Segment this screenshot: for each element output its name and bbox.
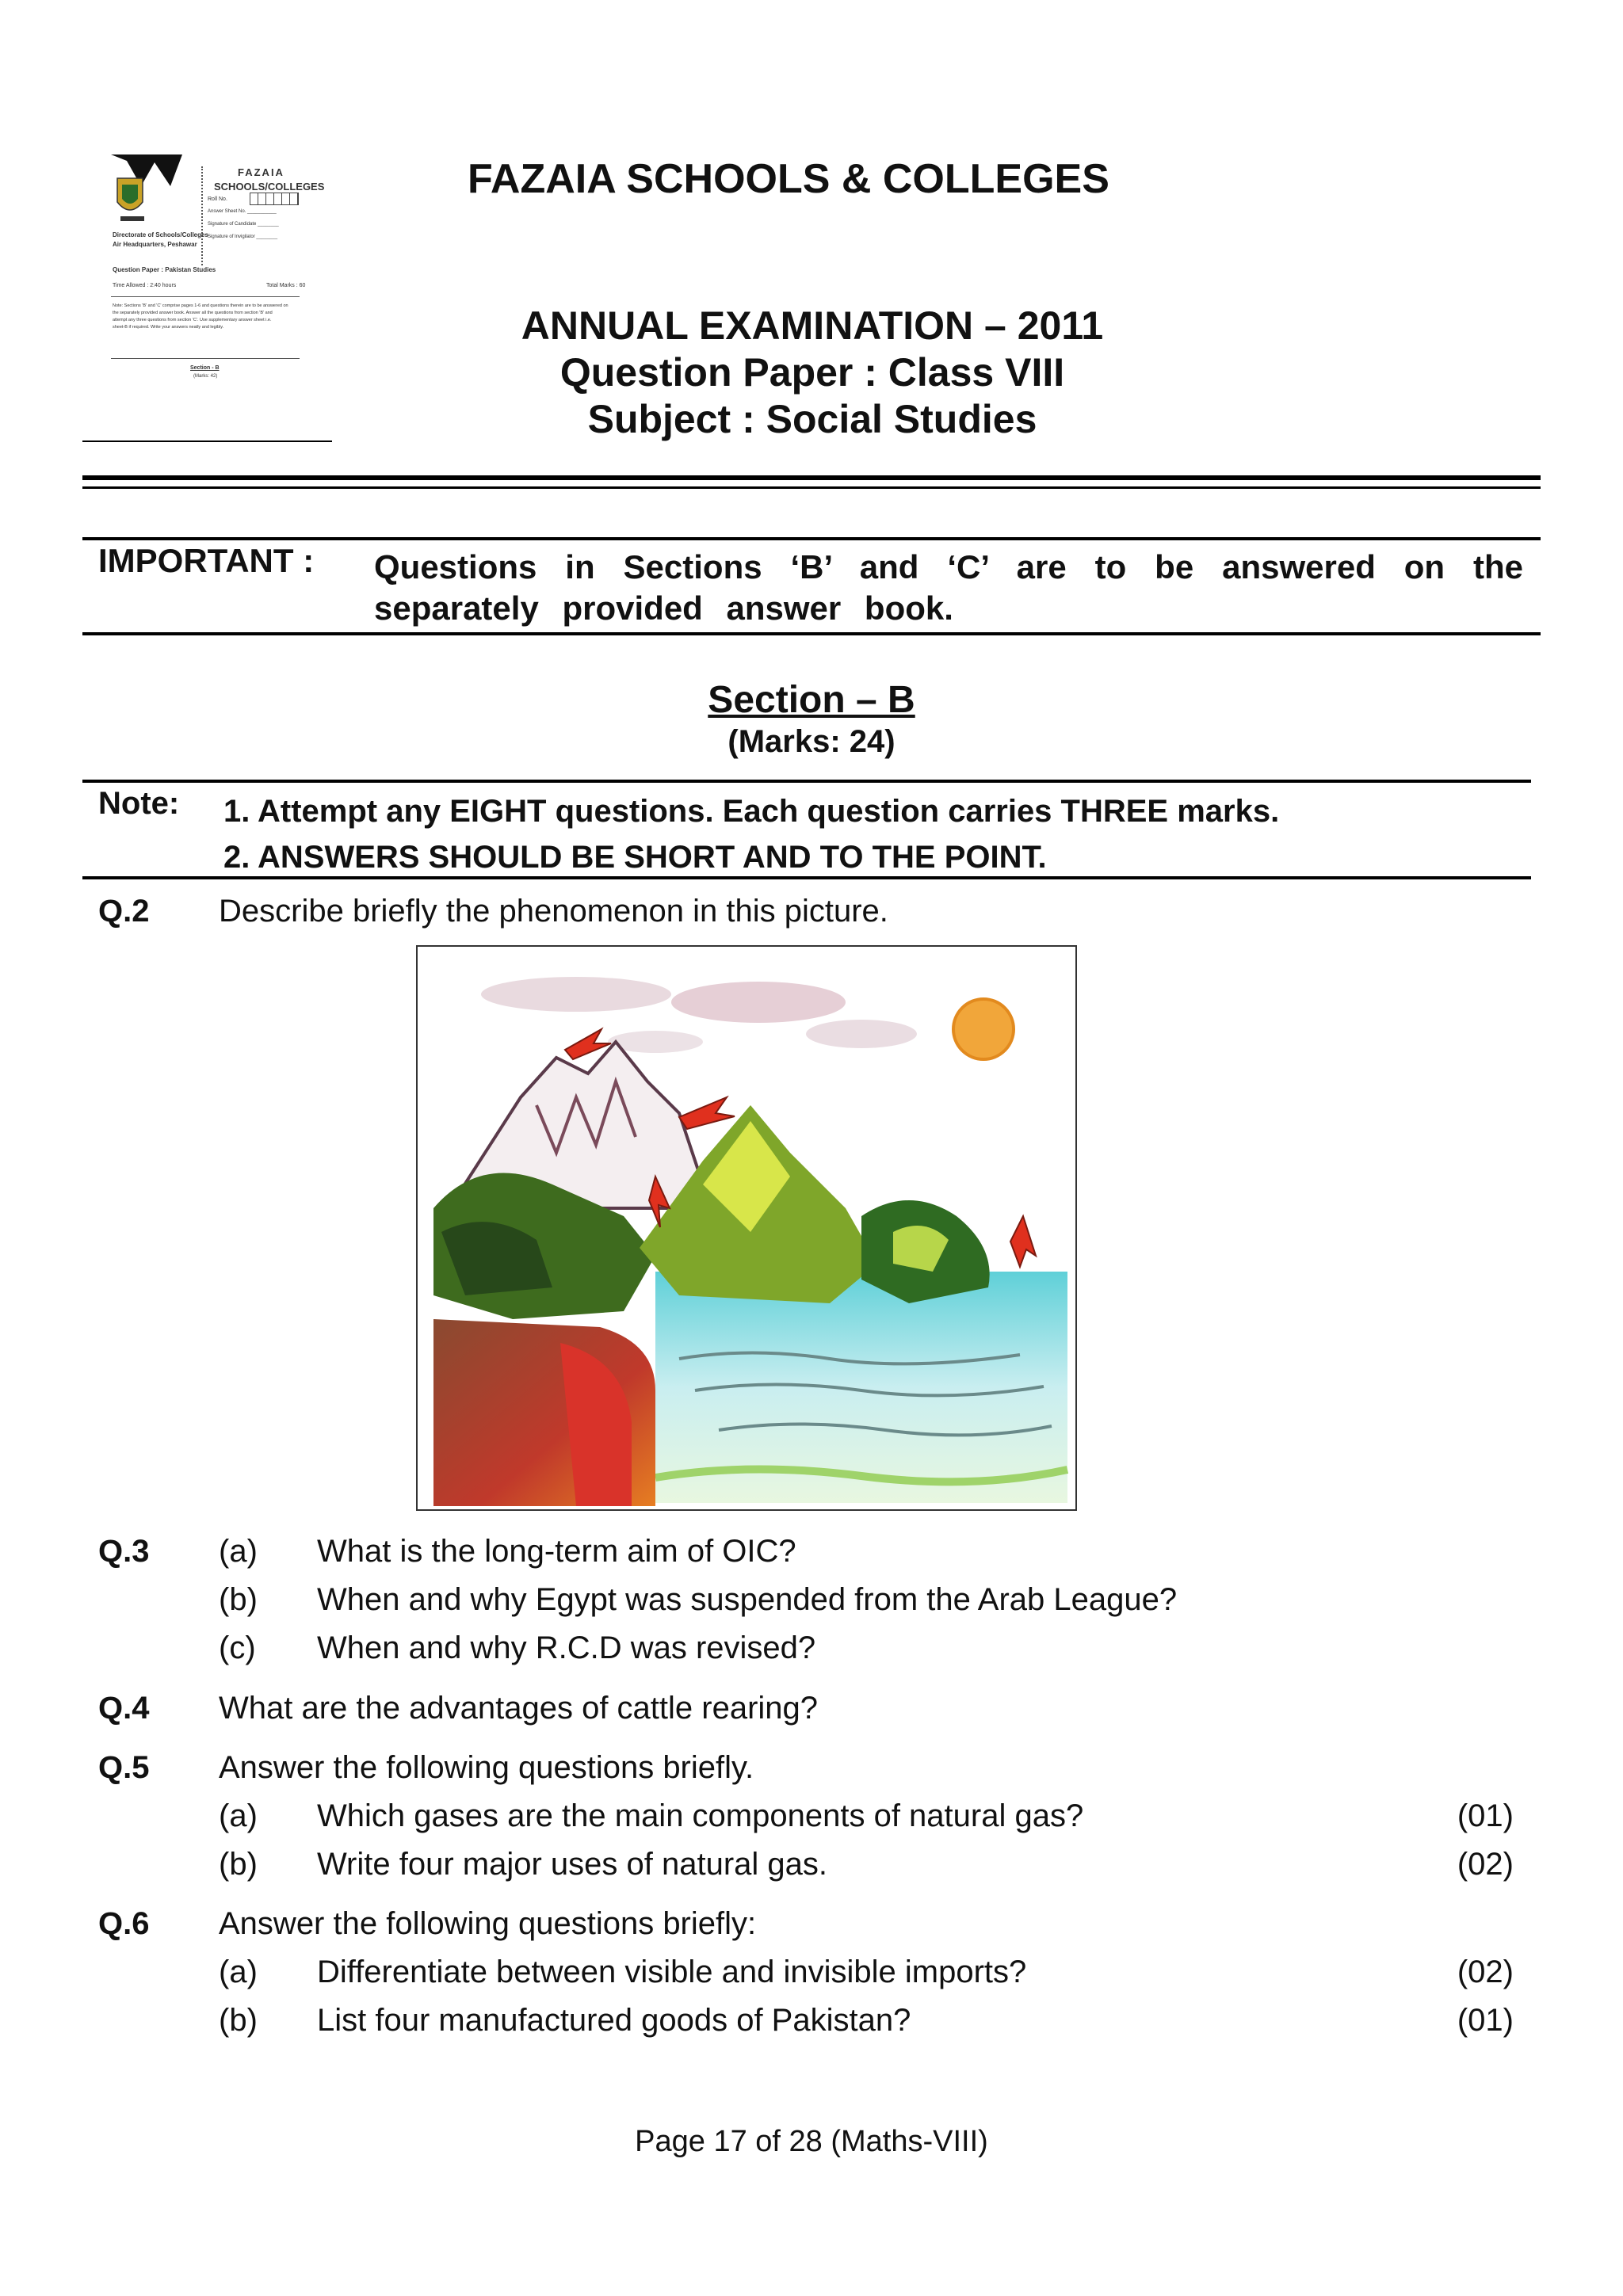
note-top-rule: [82, 780, 1531, 783]
thumb-section: Section - B: [190, 365, 220, 371]
thumb-answer-sheet: Answer Sheet No. ___________: [208, 209, 277, 214]
thumb-divider: [201, 166, 203, 265]
thumb-time-allowed: Time Allowed : 2:40 hours: [113, 283, 177, 288]
part-text: Differentiate between visible and invisible imports?: [317, 1955, 1027, 1989]
water-cycle-illustration-icon: [418, 947, 1072, 1506]
part-text: When and why Egypt was suspended from the Arab League?: [317, 1582, 1178, 1617]
part-label: (b): [219, 2003, 258, 2038]
important-bottom-rule: [82, 632, 1541, 635]
water-cycle-figure: [416, 945, 1077, 1511]
question-number: Q.2: [98, 894, 150, 929]
double-rule-top: [82, 475, 1541, 480]
question-number: Q.4: [98, 1691, 150, 1726]
thumb-rule-2: [111, 358, 300, 359]
part-text: Which gases are the main components of natural gas?: [317, 1798, 1084, 1833]
part-text: When and why R.C.D was revised?: [317, 1630, 816, 1665]
thumb-rule: [111, 296, 300, 297]
school-crest-icon: [111, 154, 182, 230]
thumb-hq: Air Headquarters, Peshawar: [113, 241, 197, 248]
part-marks: (02): [1457, 1955, 1514, 1989]
thumb-brand-top: FAZAIA: [238, 166, 285, 178]
thumb-sig-candidate: Signature of Candidate ________: [208, 222, 279, 227]
paper-title: Question Paper : Class VIII: [559, 350, 1065, 395]
thumb-roll-no: Roll No.: [208, 196, 227, 202]
page-footer: Page 17 of 28 (Maths-VIII): [635, 2125, 988, 2158]
part-text: Write four major uses of natural gas.: [317, 1847, 827, 1882]
question-text: Answer the following questions briefly.: [219, 1750, 754, 1785]
part-text: What is the long-term aim of OIC?: [317, 1534, 796, 1569]
thumb-question-paper: Question Paper : Pakistan Studies: [113, 266, 216, 273]
question-text: Describe briefly the phenomenon in this picture.: [219, 894, 888, 929]
section-marks: (Marks: 24): [727, 724, 896, 759]
thumb-underline: [82, 441, 332, 442]
thumb-marks: (Marks: 42): [193, 374, 218, 379]
part-label: (a): [219, 1955, 258, 1989]
cover-thumbnail: [111, 151, 325, 388]
part-label: (c): [219, 1630, 256, 1665]
exam-title: ANNUAL EXAMINATION – 2011: [521, 303, 1104, 348]
thumb-sig-invigilator: Signature of Invigilator ________: [208, 235, 278, 239]
important-top-rule: [82, 537, 1541, 540]
part-label: (b): [219, 1847, 258, 1882]
thumb-brand-bottom: SCHOOLS/COLLEGES: [214, 181, 325, 193]
part-label: (a): [219, 1534, 258, 1569]
important-text: Questions in Sections ‘B’ and ‘C’ are to be answered on the separately provided answer book.: [374, 548, 1523, 627]
question-number: Q.5: [98, 1750, 150, 1785]
part-label: (a): [219, 1798, 258, 1833]
question-number: Q.3: [98, 1534, 150, 1569]
note-item-1: 1. Attempt any EIGHT questions. Each question carries THREE marks.: [223, 794, 1280, 829]
thumb-note: Note: Sections 'B' and 'C' comprise pages 1-6 and questions therein are to be answered on the separately provided answer book. Answer all the questions from section 'B' and attempt any three questions from section 'C'. Use supplementary answer sheet i.e. sheet-B if required. Write your answers neatly and legibly.: [113, 303, 288, 330]
thumb-total-marks: Total Marks : 60: [266, 283, 306, 288]
section-title: Section – B: [708, 679, 915, 721]
subject-title: Subject : Social Studies: [587, 397, 1037, 441]
double-rule-bottom: [82, 486, 1541, 489]
question-text: What are the advantages of cattle rearing?: [219, 1691, 819, 1726]
note-bottom-rule: [82, 876, 1531, 879]
institution-title: FAZAIA SCHOOLS & COLLEGES: [468, 156, 1109, 202]
question-text: Answer the following questions briefly:: [219, 1906, 757, 1941]
thumb-directorate: Directorate of Schools/Colleges: [113, 231, 208, 238]
question-number: Q.6: [98, 1906, 150, 1941]
note-item-2: 2. ANSWERS SHOULD BE SHORT AND TO THE POINT.: [223, 840, 1047, 875]
part-marks: (01): [1457, 1798, 1514, 1833]
part-marks: (01): [1457, 2003, 1514, 2038]
note-label: Note:: [98, 786, 180, 821]
part-label: (b): [219, 1582, 258, 1617]
important-label: IMPORTANT :: [98, 542, 315, 579]
part-text: List four manufactured goods of Pakistan?: [317, 2003, 911, 2038]
thumb-roll-boxes: [250, 193, 299, 205]
part-marks: (02): [1457, 1847, 1514, 1882]
